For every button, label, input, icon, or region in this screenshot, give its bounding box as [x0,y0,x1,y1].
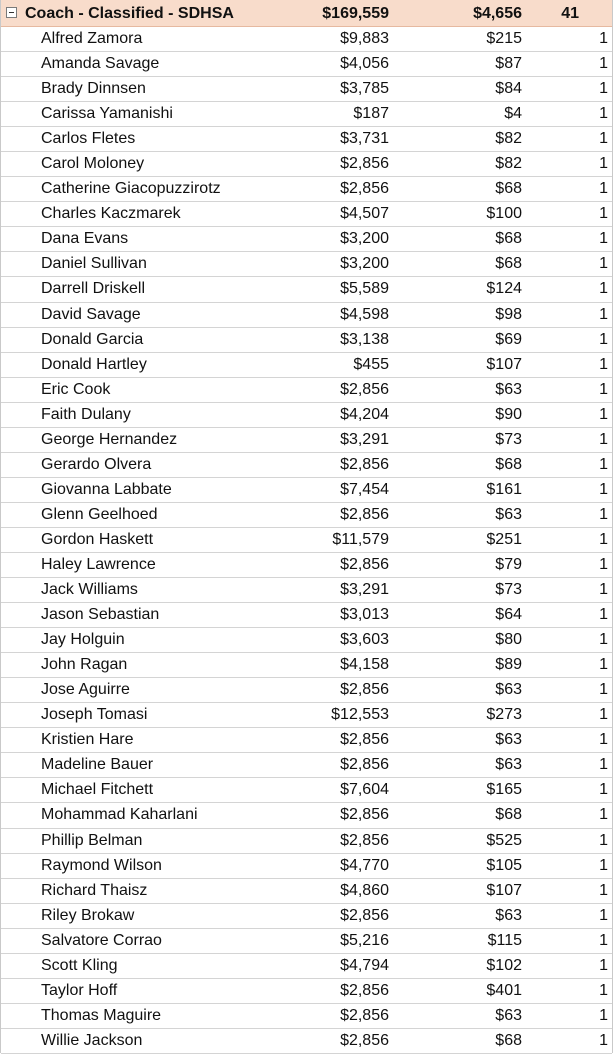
row-fee: $63 [495,681,522,699]
table-row[interactable] [1,478,612,503]
row-total: $2,856 [340,681,389,699]
row-total: $3,200 [340,255,389,273]
group-count: 41 [561,5,579,22]
table-row[interactable] [1,378,612,403]
row-fee: $98 [495,305,522,323]
row-count: 1 [599,581,608,599]
row-total: $2,856 [340,505,389,523]
table-row[interactable] [1,979,612,1004]
row-total: $187 [353,105,389,123]
row-total: $11,579 [332,530,389,548]
row-fee: $68 [495,255,522,273]
row-count: 1 [599,681,608,699]
row-name: Madeline Bauer [41,756,154,774]
row-count: 1 [599,330,608,348]
row-total: $5,589 [340,280,389,298]
row-name: Donald Hartley [41,355,147,373]
table-row[interactable] [1,227,612,252]
table-row[interactable] [1,303,612,328]
row-total: $4,056 [340,55,389,73]
group-total: $169,559 [322,5,389,22]
row-fee: $251 [486,530,522,548]
table-row[interactable] [1,1004,612,1029]
row-fee: $115 [487,931,522,949]
row-name: Darrell Driskell [41,280,146,298]
row-name: Brady Dinnsen [41,80,146,98]
group-fee: $4,656 [473,5,522,22]
table-row[interactable] [1,1029,612,1054]
row-name: Faith Dulany [41,405,131,423]
row-name: Jack Williams [41,581,138,599]
row-count: 1 [599,731,608,749]
row-name: George Hernandez [41,430,178,448]
row-count: 1 [599,430,608,448]
table-row[interactable] [1,52,612,77]
row-name: Carlos Fletes [41,130,136,148]
table-row[interactable] [1,703,612,728]
row-count: 1 [599,505,608,523]
row-total: $3,291 [340,430,389,448]
row-fee: $80 [495,631,522,649]
row-count: 1 [599,806,608,824]
row-count: 1 [599,405,608,423]
table-row[interactable] [1,578,612,603]
row-total: $2,856 [340,555,389,573]
row-count: 1 [599,555,608,573]
row-fee: $124 [486,280,522,298]
row-name: Charles Kaczmarek [41,205,181,223]
row-count: 1 [599,105,608,123]
row-count: 1 [599,756,608,774]
table-row[interactable] [1,854,612,879]
table-row[interactable] [1,653,612,678]
row-name: Amanda Savage [41,55,160,73]
table-row[interactable] [1,904,612,929]
row-fee: $68 [495,806,522,824]
row-fee: $68 [495,1031,522,1049]
row-fee: $84 [495,80,522,98]
table-row[interactable] [1,277,612,302]
row-total: $5,216 [340,931,389,949]
row-fee: $73 [495,430,522,448]
row-fee: $4 [504,105,522,123]
row-count: 1 [599,831,608,849]
row-count: 1 [599,856,608,874]
row-total: $2,856 [340,380,389,398]
table-row[interactable] [1,603,612,628]
row-count: 1 [599,606,608,624]
row-count: 1 [599,781,608,799]
row-total: $2,856 [340,981,389,999]
table-row[interactable] [1,929,612,954]
row-fee: $63 [495,756,522,774]
row-fee: $68 [495,180,522,198]
row-fee: $63 [495,505,522,523]
row-fee: $107 [486,355,522,373]
row-count: 1 [599,1031,608,1049]
row-total: $2,856 [340,731,389,749]
table-row[interactable] [1,252,612,277]
row-name: Jay Holguin [41,631,125,649]
table-row[interactable] [1,678,612,703]
table-row[interactable] [1,829,612,854]
row-name: Joseph Tomasi [41,706,148,724]
row-name: Michael Fitchett [41,781,154,799]
row-count: 1 [599,255,608,273]
table-row[interactable] [1,353,612,378]
row-count: 1 [599,355,608,373]
table-row[interactable] [1,453,612,478]
row-total: $2,856 [340,806,389,824]
row-count: 1 [599,1006,608,1024]
row-fee: $79 [495,555,522,573]
row-name: Daniel Sullivan [41,255,147,273]
row-total: $7,604 [340,781,389,799]
row-fee: $105 [486,856,522,874]
table-row[interactable] [1,753,612,778]
table-row[interactable] [1,954,612,979]
row-name: Alfred Zamora [41,30,143,47]
minus-glyph [9,12,14,13]
table-row[interactable] [1,879,612,904]
row-count: 1 [599,480,608,498]
row-count: 1 [599,455,608,473]
row-name: Carol Moloney [41,155,145,173]
group-header-row[interactable] [1,0,612,27]
table-row[interactable] [1,553,612,578]
row-total: $2,856 [340,1031,389,1049]
row-count: 1 [599,130,608,148]
row-fee: $82 [495,130,522,148]
row-name: Richard Thaisz [41,881,148,899]
table-row[interactable] [1,127,612,152]
row-fee: $161 [486,480,522,498]
row-count: 1 [599,305,608,323]
row-count: 1 [599,931,608,949]
table-row[interactable] [1,77,612,102]
row-fee: $107 [486,881,522,899]
row-fee: $64 [495,606,522,624]
table-row[interactable] [1,328,612,353]
row-fee: $525 [486,831,522,849]
row-name: Riley Brokaw [41,906,135,924]
row-count: 1 [599,881,608,899]
row-count: 1 [599,230,608,248]
row-name: Catherine Giacopuzzirotz [41,180,221,198]
table-row[interactable] [1,628,612,653]
row-fee: $90 [495,405,522,423]
row-name: John Ragan [41,656,128,674]
row-name: Haley Lawrence [41,555,156,573]
row-total: $2,856 [340,906,389,924]
row-total: $2,856 [340,180,389,198]
row-total: $2,856 [340,831,389,849]
row-count: 1 [599,180,608,198]
table-row[interactable] [1,152,612,177]
row-fee: $63 [495,731,522,749]
row-name: Giovanna Labbate [41,480,172,498]
row-total: $455 [353,355,389,373]
row-name: David Savage [41,305,141,323]
row-name: Scott Kling [41,956,118,974]
row-count: 1 [599,205,608,223]
table-row[interactable] [1,102,612,127]
table-row[interactable] [1,503,612,528]
row-fee: $63 [495,1006,522,1024]
row-total: $4,204 [340,405,389,423]
row-fee: $165 [486,781,522,799]
row-fee: $401 [486,981,522,999]
row-fee: $73 [495,581,522,599]
row-count: 1 [599,80,608,98]
row-count: 1 [599,956,608,974]
row-total: $3,603 [340,631,389,649]
row-total: $4,794 [340,956,389,974]
row-name: Raymond Wilson [41,856,162,874]
row-count: 1 [599,155,608,173]
row-fee: $68 [495,455,522,473]
rows-container [1,27,612,1054]
table-row[interactable] [1,803,612,828]
row-count: 1 [599,55,608,73]
row-total: $3,013 [340,606,389,624]
row-name: Phillip Belman [41,831,143,849]
row-count: 1 [599,30,608,47]
row-count: 1 [599,280,608,298]
row-count: 1 [599,656,608,674]
row-count: 1 [599,530,608,548]
table-row[interactable] [1,202,612,227]
row-name: Kristien Hare [41,731,134,749]
row-name: Carissa Yamanishi [41,105,173,123]
row-fee: $68 [495,230,522,248]
row-name: Jose Aguirre [41,681,130,699]
minus-box-icon[interactable] [6,7,17,18]
row-name: Eric Cook [41,380,111,398]
table-row[interactable] [1,728,612,753]
table-row[interactable] [1,403,612,428]
row-total: $4,507 [340,205,389,223]
row-count: 1 [599,906,608,924]
row-name: Gordon Haskett [41,530,154,548]
row-total: $2,856 [340,1006,389,1024]
table-row[interactable] [1,778,612,803]
row-total: $3,138 [340,330,389,348]
row-total: $2,856 [340,455,389,473]
row-total: $2,856 [340,155,389,173]
row-fee: $273 [486,706,522,724]
row-fee: $89 [495,656,522,674]
row-total: $4,598 [340,305,389,323]
row-total: $7,454 [340,480,389,498]
row-name: Salvatore Corrao [41,931,162,949]
row-fee: $82 [495,155,522,173]
row-total: $12,553 [331,706,389,724]
row-total: $9,883 [340,30,389,47]
row-name: Dana Evans [41,230,129,248]
row-total: $4,860 [340,881,389,899]
row-count: 1 [599,631,608,649]
row-name: Gerardo Olvera [41,455,152,473]
row-name: Donald Garcia [41,330,144,348]
row-name: Willie Jackson [41,1031,143,1049]
table-row[interactable] [1,428,612,453]
row-total: $3,291 [340,581,389,599]
row-fee: $102 [486,956,522,974]
row-fee: $63 [495,380,522,398]
table-row[interactable] [1,177,612,202]
row-total: $2,856 [340,756,389,774]
group-label: Coach - Classified - SDHSA [25,5,234,22]
row-total: $3,785 [340,80,389,98]
row-count: 1 [599,706,608,724]
row-fee: $63 [495,906,522,924]
row-name: Jason Sebastian [41,606,160,624]
row-name: Glenn Geelhoed [41,505,158,523]
table-row[interactable] [1,528,612,553]
row-fee: $215 [486,30,522,47]
row-name: Thomas Maguire [41,1006,162,1024]
row-fee: $100 [486,205,522,223]
row-fee: $69 [495,330,522,348]
row-count: 1 [599,380,608,398]
row-total: $4,158 [340,656,389,674]
row-total: $3,200 [340,230,389,248]
table-row[interactable] [1,27,612,52]
row-name: Mohammad Kaharlani [41,806,198,824]
row-count: 1 [599,981,608,999]
row-total: $3,731 [340,130,389,148]
row-name: Taylor Hoff [41,981,118,999]
row-fee: $87 [495,55,522,73]
row-total: $4,770 [340,856,389,874]
